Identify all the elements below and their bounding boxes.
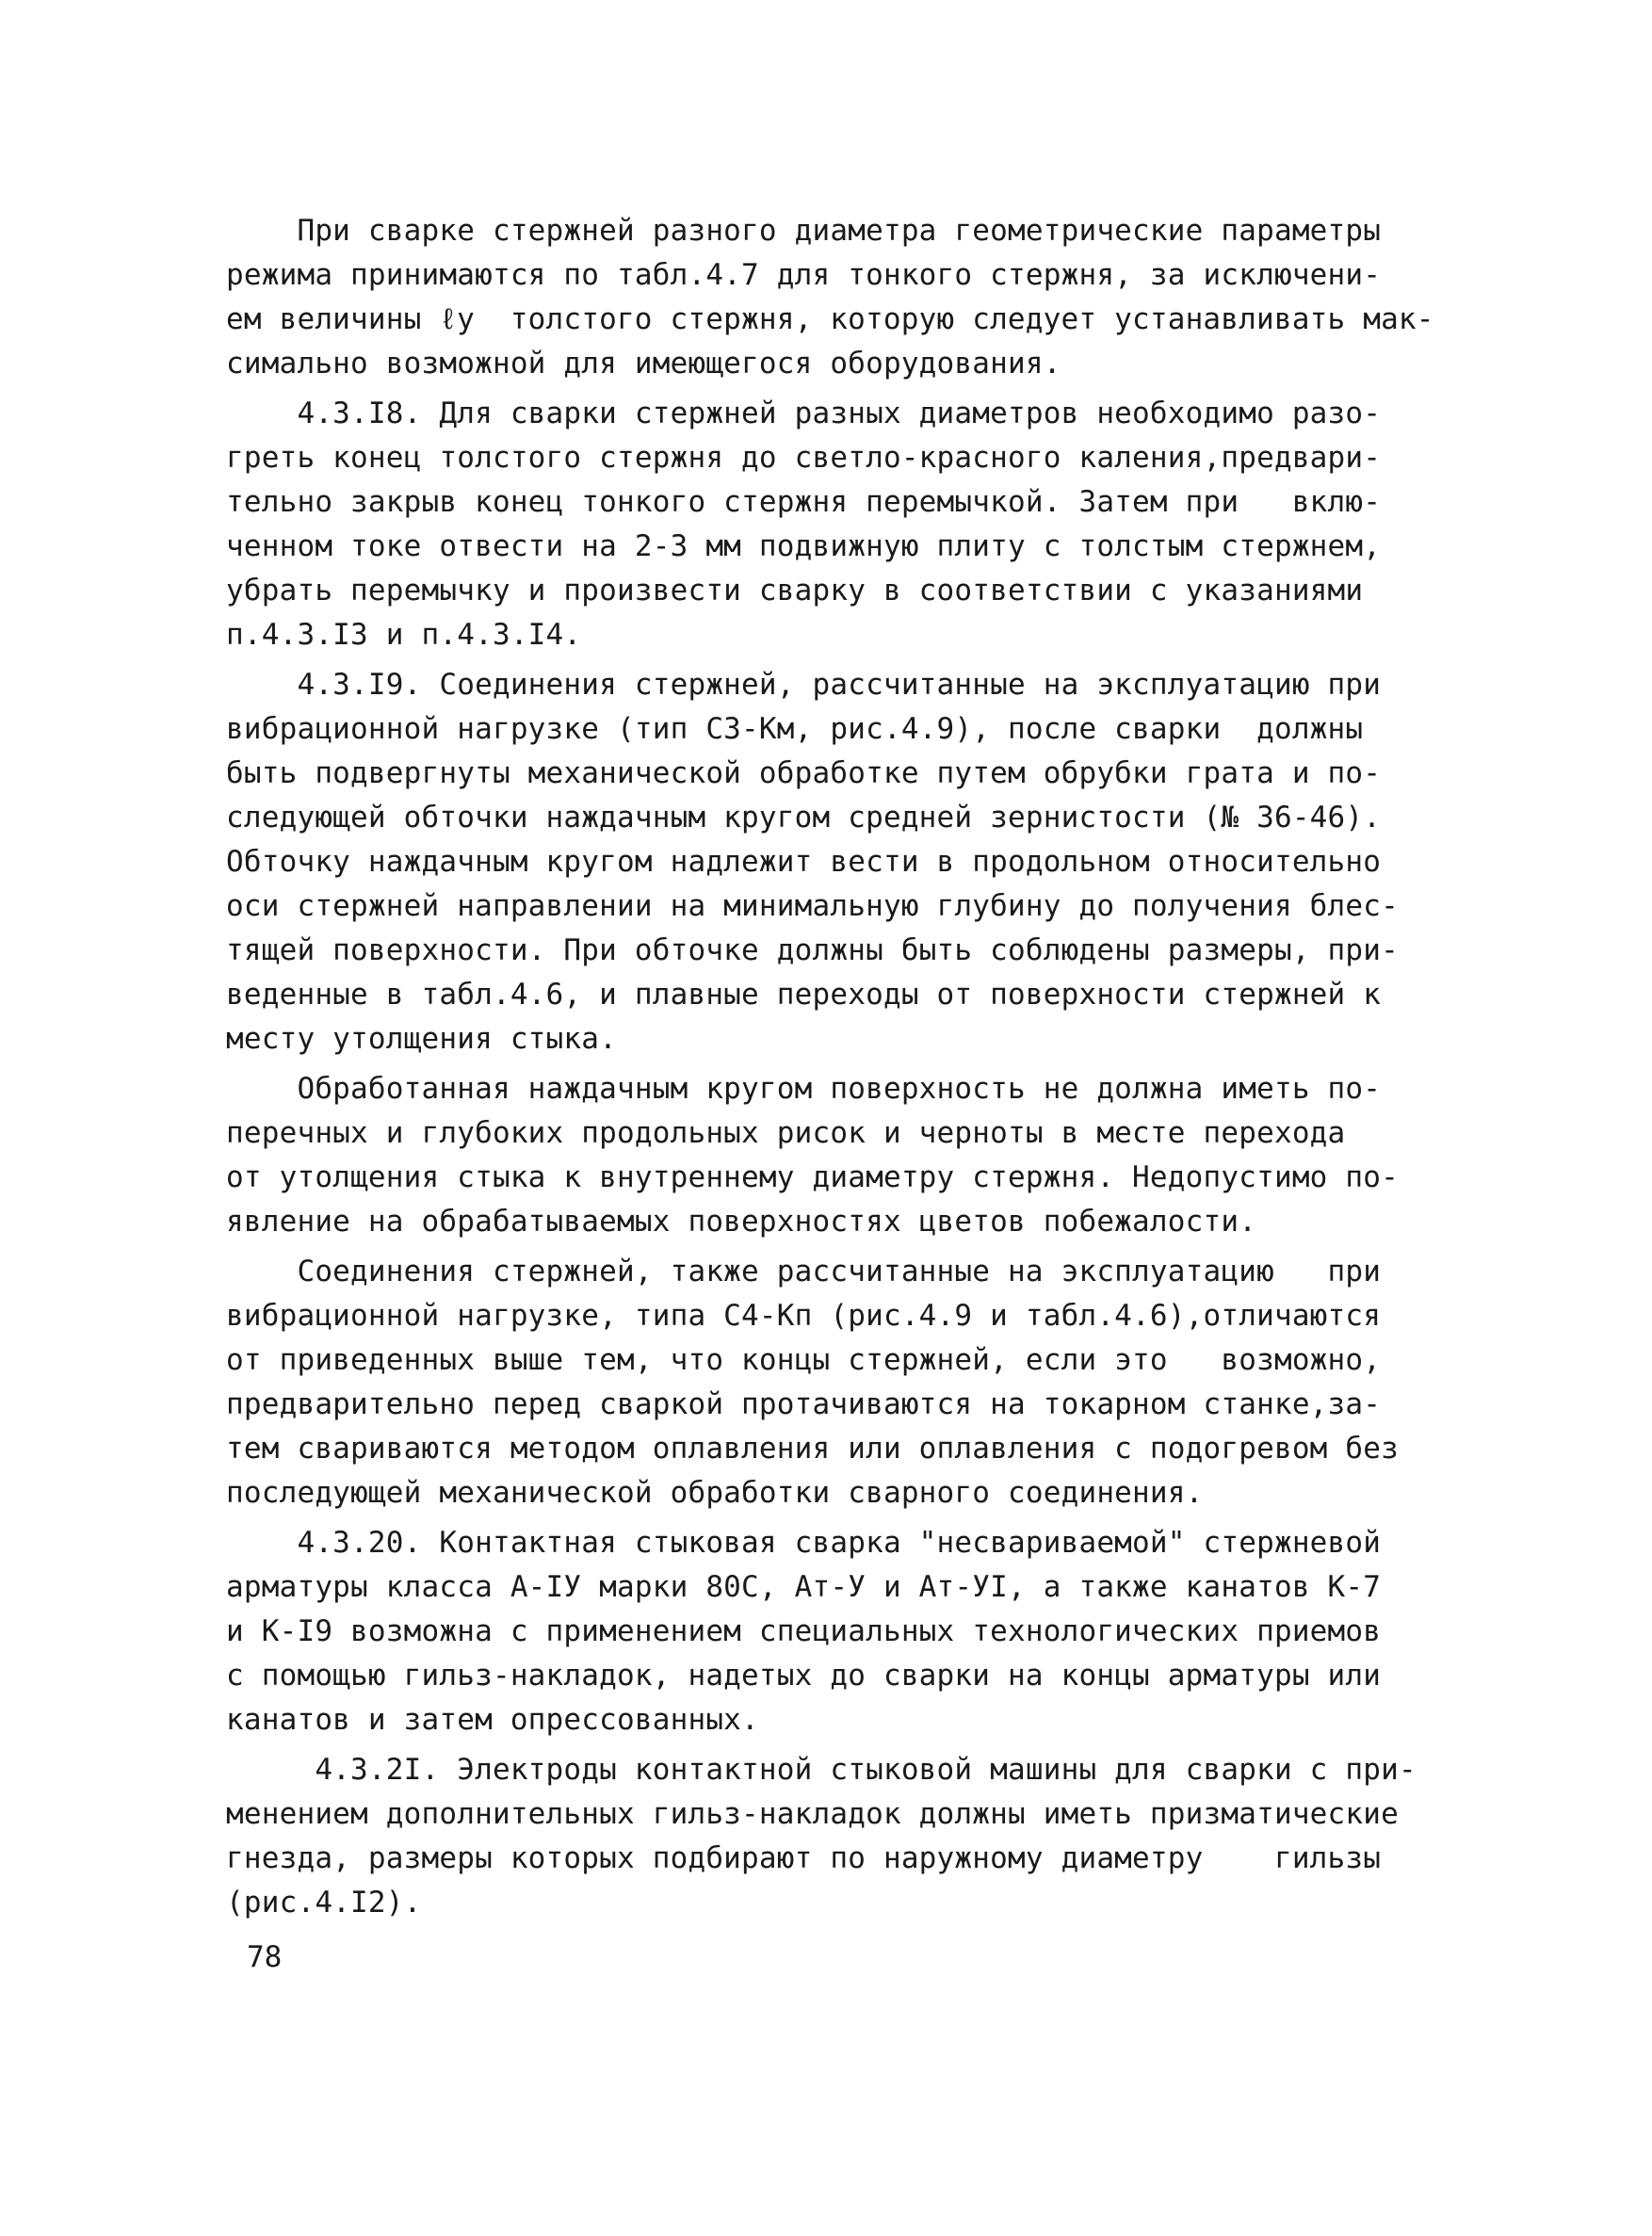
text-line: быть подвергнуты механической обработке путем обрубки грата и по- (226, 756, 1382, 790)
text-line: симально возможной для имеющегося оборудования. (226, 347, 1061, 381)
text-line: явление на обрабатываемых поверхностях цветов побежалости. (226, 1205, 1257, 1239)
text-line: с помощью гильз-накладок, надетых до сварки на концы арматуры или (226, 1659, 1382, 1693)
text-line: месту утолщения стыка. (226, 1022, 617, 1056)
text-line: канатов и затем опрессованных. (226, 1703, 759, 1737)
text-line: Соединения стержней, также рассчитанные на эксплуатацию при (226, 1255, 1382, 1288)
text-line: следующей обточки наждачным кругом средней зернистости (№ 36-46). (226, 801, 1382, 834)
text-line: ем величины ℓу толстого стержня, которую следует устанавливать мак- (226, 302, 1434, 336)
text-line: от приведенных выше тем, что концы стержней, если это возможно, (226, 1343, 1382, 1377)
paragraph-4-3-20 (226, 1521, 1441, 1742)
text-line: 4.3.I8. Для сварки стержней разных диаметров необходимо разо- (226, 397, 1382, 430)
text-line: убрать перемычку и произвести сварку в соответствии с указаниями (226, 574, 1364, 608)
paragraph-4-3-18 (226, 392, 1441, 657)
paragraph-4-3-19 (226, 663, 1441, 1061)
text-line: При сварке стержней разного диаметра геометрические параметры (226, 214, 1382, 248)
text-line: последующей механической обработки сварного соединения. (226, 1476, 1204, 1510)
text-line: 4.3.20. Контактная стыковая сварка "несвариваемой" стержневой (226, 1526, 1382, 1560)
text-line: арматуры класса А-IУ марки 80С, Ат-У и Ат-УI, а также канатов К-7 (226, 1570, 1382, 1604)
text-line: гнезда, размеры которых подбирают по наружному диаметру гильзы (226, 1841, 1382, 1875)
text-line: вибрационной нагрузке, типа С4-Кп (рис.4.9 и табл.4.6),отличаются (226, 1299, 1382, 1333)
text-line: Обточку наждачным кругом надлежит вести в продольном относительно (226, 845, 1382, 879)
text-line: 4.3.I9. Соединения стержней, рассчитанные на эксплуатацию при (226, 668, 1382, 702)
text-line: вибрационной нагрузке (тип С3-Км, рис.4.9), после сварки должны (226, 712, 1364, 746)
text-line: 4.3.2I. Электроды контактной стыковой машины для сварки с при- (226, 1753, 1417, 1787)
text-line: греть конец толстого стержня до светло-красного каления,предвари- (226, 441, 1382, 475)
paragraph-4-3-21 (226, 1748, 1441, 1925)
text-line: перечных и глубоких продольных рисок и черноты в месте перехода (226, 1116, 1346, 1150)
paragraph-c4-kp-joints (226, 1250, 1441, 1515)
text-line: п.4.3.I3 и п.4.3.I4. (226, 618, 582, 652)
text-line: тем свариваются методом оплавления или оплавления с подогревом без (226, 1432, 1399, 1466)
paragraph-welding-different-diameters (226, 209, 1441, 386)
text-line: оси стержней направлении на минимальную глубину до получения блес- (226, 889, 1399, 923)
text-line: менением дополнительных гильз-накладок должны иметь призматические (226, 1797, 1399, 1831)
document-body (226, 209, 1441, 1931)
text-line: предварительно перед сваркой протачиваются на токарном станке,за- (226, 1387, 1382, 1421)
text-line: от утолщения стыка к внутреннему диаметру стержня. Недопустимо по- (226, 1160, 1399, 1194)
text-line: ченном токе отвести на 2-3 мм подвижную плиту с толстым стержнем, (226, 529, 1382, 563)
text-line: режима принимаются по табл.4.7 для тонкого стержня, за исключени- (226, 258, 1382, 292)
paragraph-surface-treatment (226, 1067, 1441, 1244)
text-line: тящей поверхности. При обточке должны быть соблюдены размеры, при- (226, 933, 1399, 967)
text-line: и К-I9 возможна с применением специальных технологических приемов (226, 1614, 1382, 1648)
text-line: Обработанная наждачным кругом поверхность не должна иметь по- (226, 1072, 1382, 1106)
text-line: веденные в табл.4.6, и плавные переходы от поверхности стержней к (226, 978, 1382, 1012)
text-line: (рис.4.I2). (226, 1886, 422, 1920)
page-number: 78 (247, 1940, 283, 1974)
text-line: тельно закрыв конец тонкого стержня перемычкой. Затем при вклю- (226, 485, 1382, 519)
